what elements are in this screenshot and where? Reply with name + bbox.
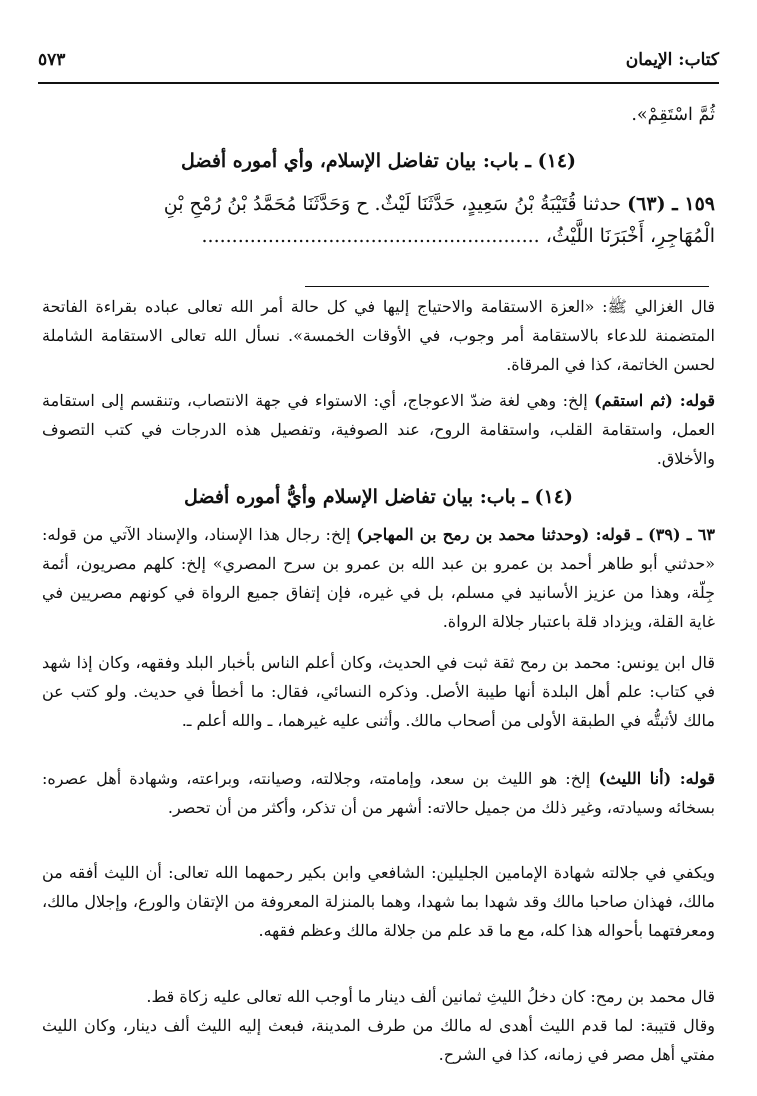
chapter-heading: (١٤) ـ باب: بيان تفاضل الإسلام، وأي أموره أفضل (180, 150, 577, 172)
commentary-paragraph-1: قال الغزالي ﷺ: «العزة الاستقامة والاحتياج إليها في كل حالة أمر الله تعالى عباده بقراءة الفاتحة المتضمنة للدعاء بالاستقامة أمر وجوب، في الأوقات الخمسة». نسأل الله تعالى الاستقامة الشاملة لحسن الخاتمة، كذا في المرقاة. (42, 297, 716, 374)
book-title: كتاب: الإيمان (625, 50, 719, 70)
quote-label: قوله: (وحدثنا محمد بن رمح بن المهاجر) (356, 525, 638, 544)
header-rule (38, 82, 719, 84)
hadith-number: ١٥٩ ـ (٦٣) (627, 193, 715, 215)
chapter-heading-2: (١٤) ـ باب: بيان تفاضل الإسلام وأيُّ أموره أفضل (184, 486, 573, 508)
previous-hadith-end: ثُمَّ اسْتَقِمْ». (631, 105, 715, 125)
page-number: ٥٧٣ (38, 50, 66, 70)
hadith-text (42, 188, 715, 252)
quote-label: قوله: (ثم استقم) (594, 391, 716, 410)
commentary-paragraph-5: قوله: (أنا الليث) إلخ: هو الليث بن سعد، وإمامته، وجلالته، وصيانته، وبراعته، وشهادة أهل عصره: بسخائه وسيادته، وغير ذلك من جميل حالاته: أشهر من أن تذكر، وأكثر من أن تحصر. (42, 769, 716, 817)
commentary-paragraph-2: قوله: (ثم استقم) إلخ: وهي لغة ضدّ الاعوجاج، أي: الاستواء في جهة الانتصاب، وتنقسم إلى استقامة العمل، واستقامة القلب، واستقامة الروح، عند الصوفية، وتفصيل هذه الدرجات في كتب التصوف والأخلاق. (42, 391, 716, 468)
commentary-paragraph-4: قال ابن يونس: محمد بن رمح ثقة ثبت في الحديث، وكان أعلم الناس بأخبار البلد وفقهه، وكان إذا شهد في كتاب: علم أهل البلدة أنها طيبة الأصل. وذكره النسائي، فقال: ما أخطأ في حديث. ولو كتب عن مالك لأثبتُّه في الطبقة الأولى من أصحاب مالك. وأثنى عليه غيرهما، ـ والله أعلم ـ. (42, 653, 716, 730)
footnote-rule (305, 286, 709, 287)
commentary-paragraph-7: قال محمد بن رمح: كان دخلُ الليثِ ثمانين ألف دينار ما أوجب الله تعالى عليه زكاة قط. وقال قتيبة: لما قدم الليث أهدى له مالك من طرف المدينة، فبعث إليه الليث ألف دينار، وكان الليث مفتي أهل مصر في زمانه، كذا في الشرح. (42, 987, 715, 1064)
quote-label: قوله: (أنا الليث) (598, 769, 716, 788)
commentary-paragraph-3: ٦٣ ـ (٣٩) ـ قوله: (وحدثنا محمد بن رمح بن المهاجر) إلخ: رجال هذا الإسناد، والإسناد الآتي من قوله: «حدثني أبو طاهر أحمد بن عمرو بن عبد الله بن عمرو بن سرح المصري» إلخ: كلهم مصريون، أئمة جِلّة، وهذا من عزيز الأسانيد في مسلم، بل في غيره، فإن إتفاق جميع الرواة في كونهم مصريين في غاية القلة، ويزداد قلة باعتبار جلالة الرواة. (42, 525, 716, 631)
hadith-line-1: ١٥٩ ـ (٦٣) حدثنا قُتَيْبَةُ بْنُ سَعِيدٍ، حَدَّثَنَا لَيْثٌ. ح وَحَدَّثَنَا مُحَمَّدُ بْنُ رُمْحِ بْنِ (163, 193, 715, 215)
commentary-paragraph-6: ويكفي في جلالته شهادة الإمامين الجليلين: الشافعي وابن بكير رحمهما الله تعالى: أن الليث أفقه من مالك، فهذان صاحبا مالك وقد شهدا بما شهدا، وهما بالمنزلة المعروفة من الإتقان والورع، وإجلال مالك، ومعرفتهما بأحواله هذا كله، مع ما قد علم من جلالة مالك وعظم فقهه. (42, 863, 715, 940)
ellipsis-dots: ........................................................ (201, 225, 540, 247)
entry-number: ٦٣ ـ (٣٩) ـ (637, 525, 716, 544)
running-header (38, 48, 719, 78)
hadith-line-2: الْمُهَاجِرِ، أَخْبَرَنَا اللَّيْثُ، ........................................................ (201, 225, 715, 247)
